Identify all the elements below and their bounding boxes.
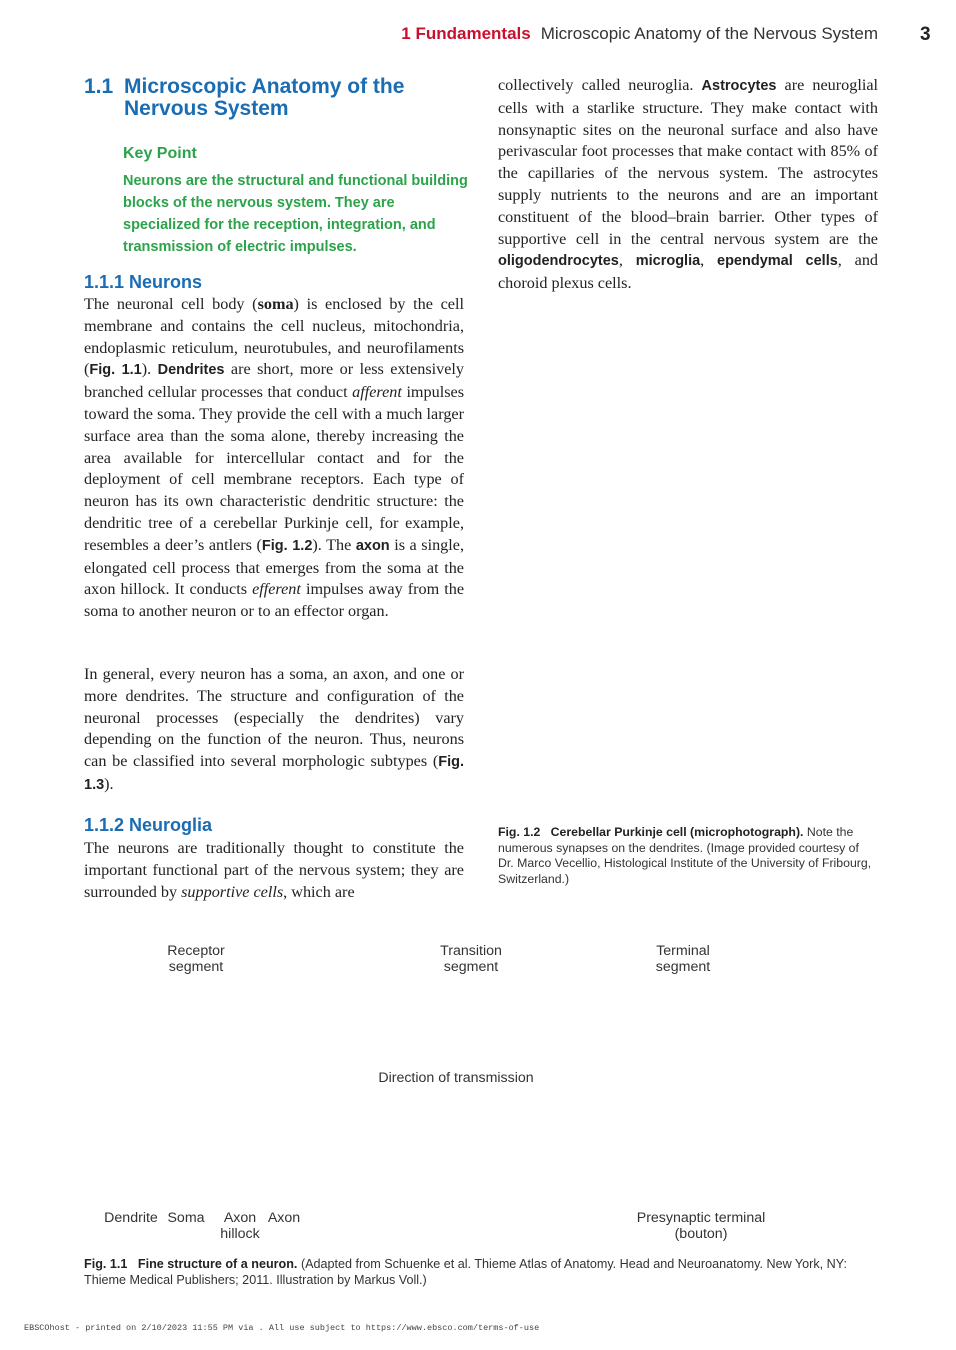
figure-title: Fine structure of a neuron. xyxy=(137,1257,298,1271)
neuroglia-paragraph-1 xyxy=(84,838,464,903)
neurons-paragraph-1 xyxy=(84,294,464,623)
label-direction-of-transmission: Direction of transmission xyxy=(378,1070,534,1086)
label-dendrite: Dendrite xyxy=(104,1210,158,1226)
text-run: ). xyxy=(141,360,158,379)
neuroglia-paragraph-continued xyxy=(498,75,878,295)
key-point-title: Key Point xyxy=(123,145,197,162)
label-line: Presynaptic terminal xyxy=(636,1210,766,1226)
label-line: Terminal xyxy=(656,943,710,959)
text-run: impulses away from the soma to another neuron or to an effector organ. xyxy=(84,580,465,621)
page-number: 3 xyxy=(920,24,931,45)
running-head-section: Microscopic Anatomy of the Nervous System xyxy=(540,24,878,43)
figure-label: Fig. 1.2 xyxy=(498,825,541,839)
chapter-label: 1 Fundamentals xyxy=(401,24,531,43)
label-line: (bouton) xyxy=(674,1226,728,1242)
label-receptor-segment xyxy=(136,943,256,975)
term-supportive-cells: supportive cells xyxy=(181,882,284,901)
text-run: are short, more or less extensively branched cellular processes that conduct xyxy=(84,360,464,402)
text-run: The neuronal cell body ( xyxy=(84,295,258,313)
key-point-text: Neurons are the structural and functional building blocks of the nervous system. They are specialized for the reception, integration, and transmission of electric impulses. xyxy=(123,173,468,255)
term-soma: soma xyxy=(257,295,294,313)
section-heading xyxy=(84,76,464,120)
section-title-line1: Microscopic Anatomy of the xyxy=(124,75,405,98)
label-terminal-segment xyxy=(623,943,743,975)
text-run: , xyxy=(700,251,718,270)
label-axon: Axon xyxy=(267,1210,301,1226)
text-run: are neuroglial cells with a starlike structure. They make contact with nonsynaptic sites on the neuronal surface and also have perivascular foot processes that make contact with 85% of the capillaries of the nervous system. The astrocytes supply nutrients to the neurons and are an important constituent of the blood–brain barrier. Other types of supportive cell in the central nervous system are the xyxy=(498,76,879,248)
key-point xyxy=(123,144,469,258)
figure-caption-text: Note the numerous synapses on the dendrites. (Image provided courtesy of Dr. Marco Vecellio, Histological Institute of the University of Fribourg, Switzerland.) xyxy=(498,825,872,886)
term-oligodendrocytes: oligodendrocytes xyxy=(498,253,619,270)
label-soma: Soma xyxy=(167,1210,205,1226)
figure-1-2-caption xyxy=(498,825,878,887)
text-run: impulses toward the soma. They provide the cell with a much larger surface area than the soma alone, thereby increasing the area available for intercellular contact and for the deployment of cell membrane receptors. Each type of neuron has its own characteristic dendritic structure: the dendritic tree of a cerebellar Purkinje cell, for example, resembles a deer’s antlers ( xyxy=(84,383,464,554)
running-head xyxy=(401,24,878,44)
text-run: ). The xyxy=(312,535,356,554)
label-axon-hillock xyxy=(214,1210,266,1242)
label-line: Receptor xyxy=(167,943,225,959)
section-number: 1.1 xyxy=(84,75,114,98)
text-run: is a single, elongated cell process that emerges from the soma at the axon hillock. It conducts xyxy=(84,535,465,599)
label-line: hillock xyxy=(220,1226,260,1242)
term-astrocytes: Astrocytes xyxy=(701,78,777,94)
figure-title: Cerebellar Purkinje cell (microphotograph). xyxy=(550,825,804,839)
term-afferent: afferent xyxy=(352,383,402,402)
neurons-paragraph-2 xyxy=(84,664,464,797)
label-line: segment xyxy=(443,959,499,975)
print-footer: EBSCOhost - printed on 2/10/2023 11:55 PM via . All use subject to https://www.ebsco.com/terms-of-use xyxy=(24,1323,540,1333)
text-run: The neurons are traditionally thought to constitute the important functional part of the nervous system; they are surrounded by xyxy=(84,839,464,901)
figure-caption-text: (Adapted from Schuenke et al. Thieme Atlas of Anatomy. Head and Neuroanatomy. New York, NY: Thieme Medical Publishers; 2011. Illustration by Markus Voll.) xyxy=(84,1257,847,1287)
label-line: Axon xyxy=(223,1210,257,1226)
text-run: , and choroid plexus cells. xyxy=(498,251,879,293)
text-run: , which are xyxy=(283,882,355,901)
text-run: , xyxy=(618,251,636,270)
subsection-heading-neurons: 1.1.1 Neurons xyxy=(84,272,203,292)
fig-ref: Fig. 1.2 xyxy=(261,537,313,554)
label-line: segment xyxy=(655,959,711,975)
term-efferent: efferent xyxy=(252,580,301,599)
term-dendrites: Dendrites xyxy=(157,362,225,379)
label-line: Transition xyxy=(440,943,502,959)
figure-label: Fig. 1.1 xyxy=(84,1257,128,1271)
figure-1-1-caption xyxy=(84,1257,878,1288)
label-line: segment xyxy=(168,959,224,975)
text-run: ). xyxy=(104,774,114,793)
text-run: ) is enclosed by the cell membrane and contains the cell nucleus, mitochondria, endoplasmic reticulum, neurotubules, and neurofilaments ( xyxy=(84,295,464,379)
term-ependymal-cells: ependymal cells xyxy=(717,253,838,270)
fig-ref: Fig. 1.3 xyxy=(84,754,464,793)
term-microglia: microglia xyxy=(635,253,701,270)
text-run: collectively called neuroglia. xyxy=(498,76,702,94)
fig-ref: Fig. 1.1 xyxy=(89,362,142,379)
text-run: In general, every neuron has a soma, an axon, and one or more dendrites. The structure and configuration of the neuronal processes (especially the dendrites) vary depending on the function of the neuron. Thus, neurons can be classified into several morphologic subtypes ( xyxy=(84,665,464,771)
section-title-line2: Nervous System xyxy=(124,97,289,120)
label-presynaptic-terminal xyxy=(621,1210,781,1242)
term-axon: axon xyxy=(355,537,390,554)
label-transition-segment xyxy=(411,943,531,975)
subsection-heading-neuroglia: 1.1.2 Neuroglia xyxy=(84,815,213,835)
